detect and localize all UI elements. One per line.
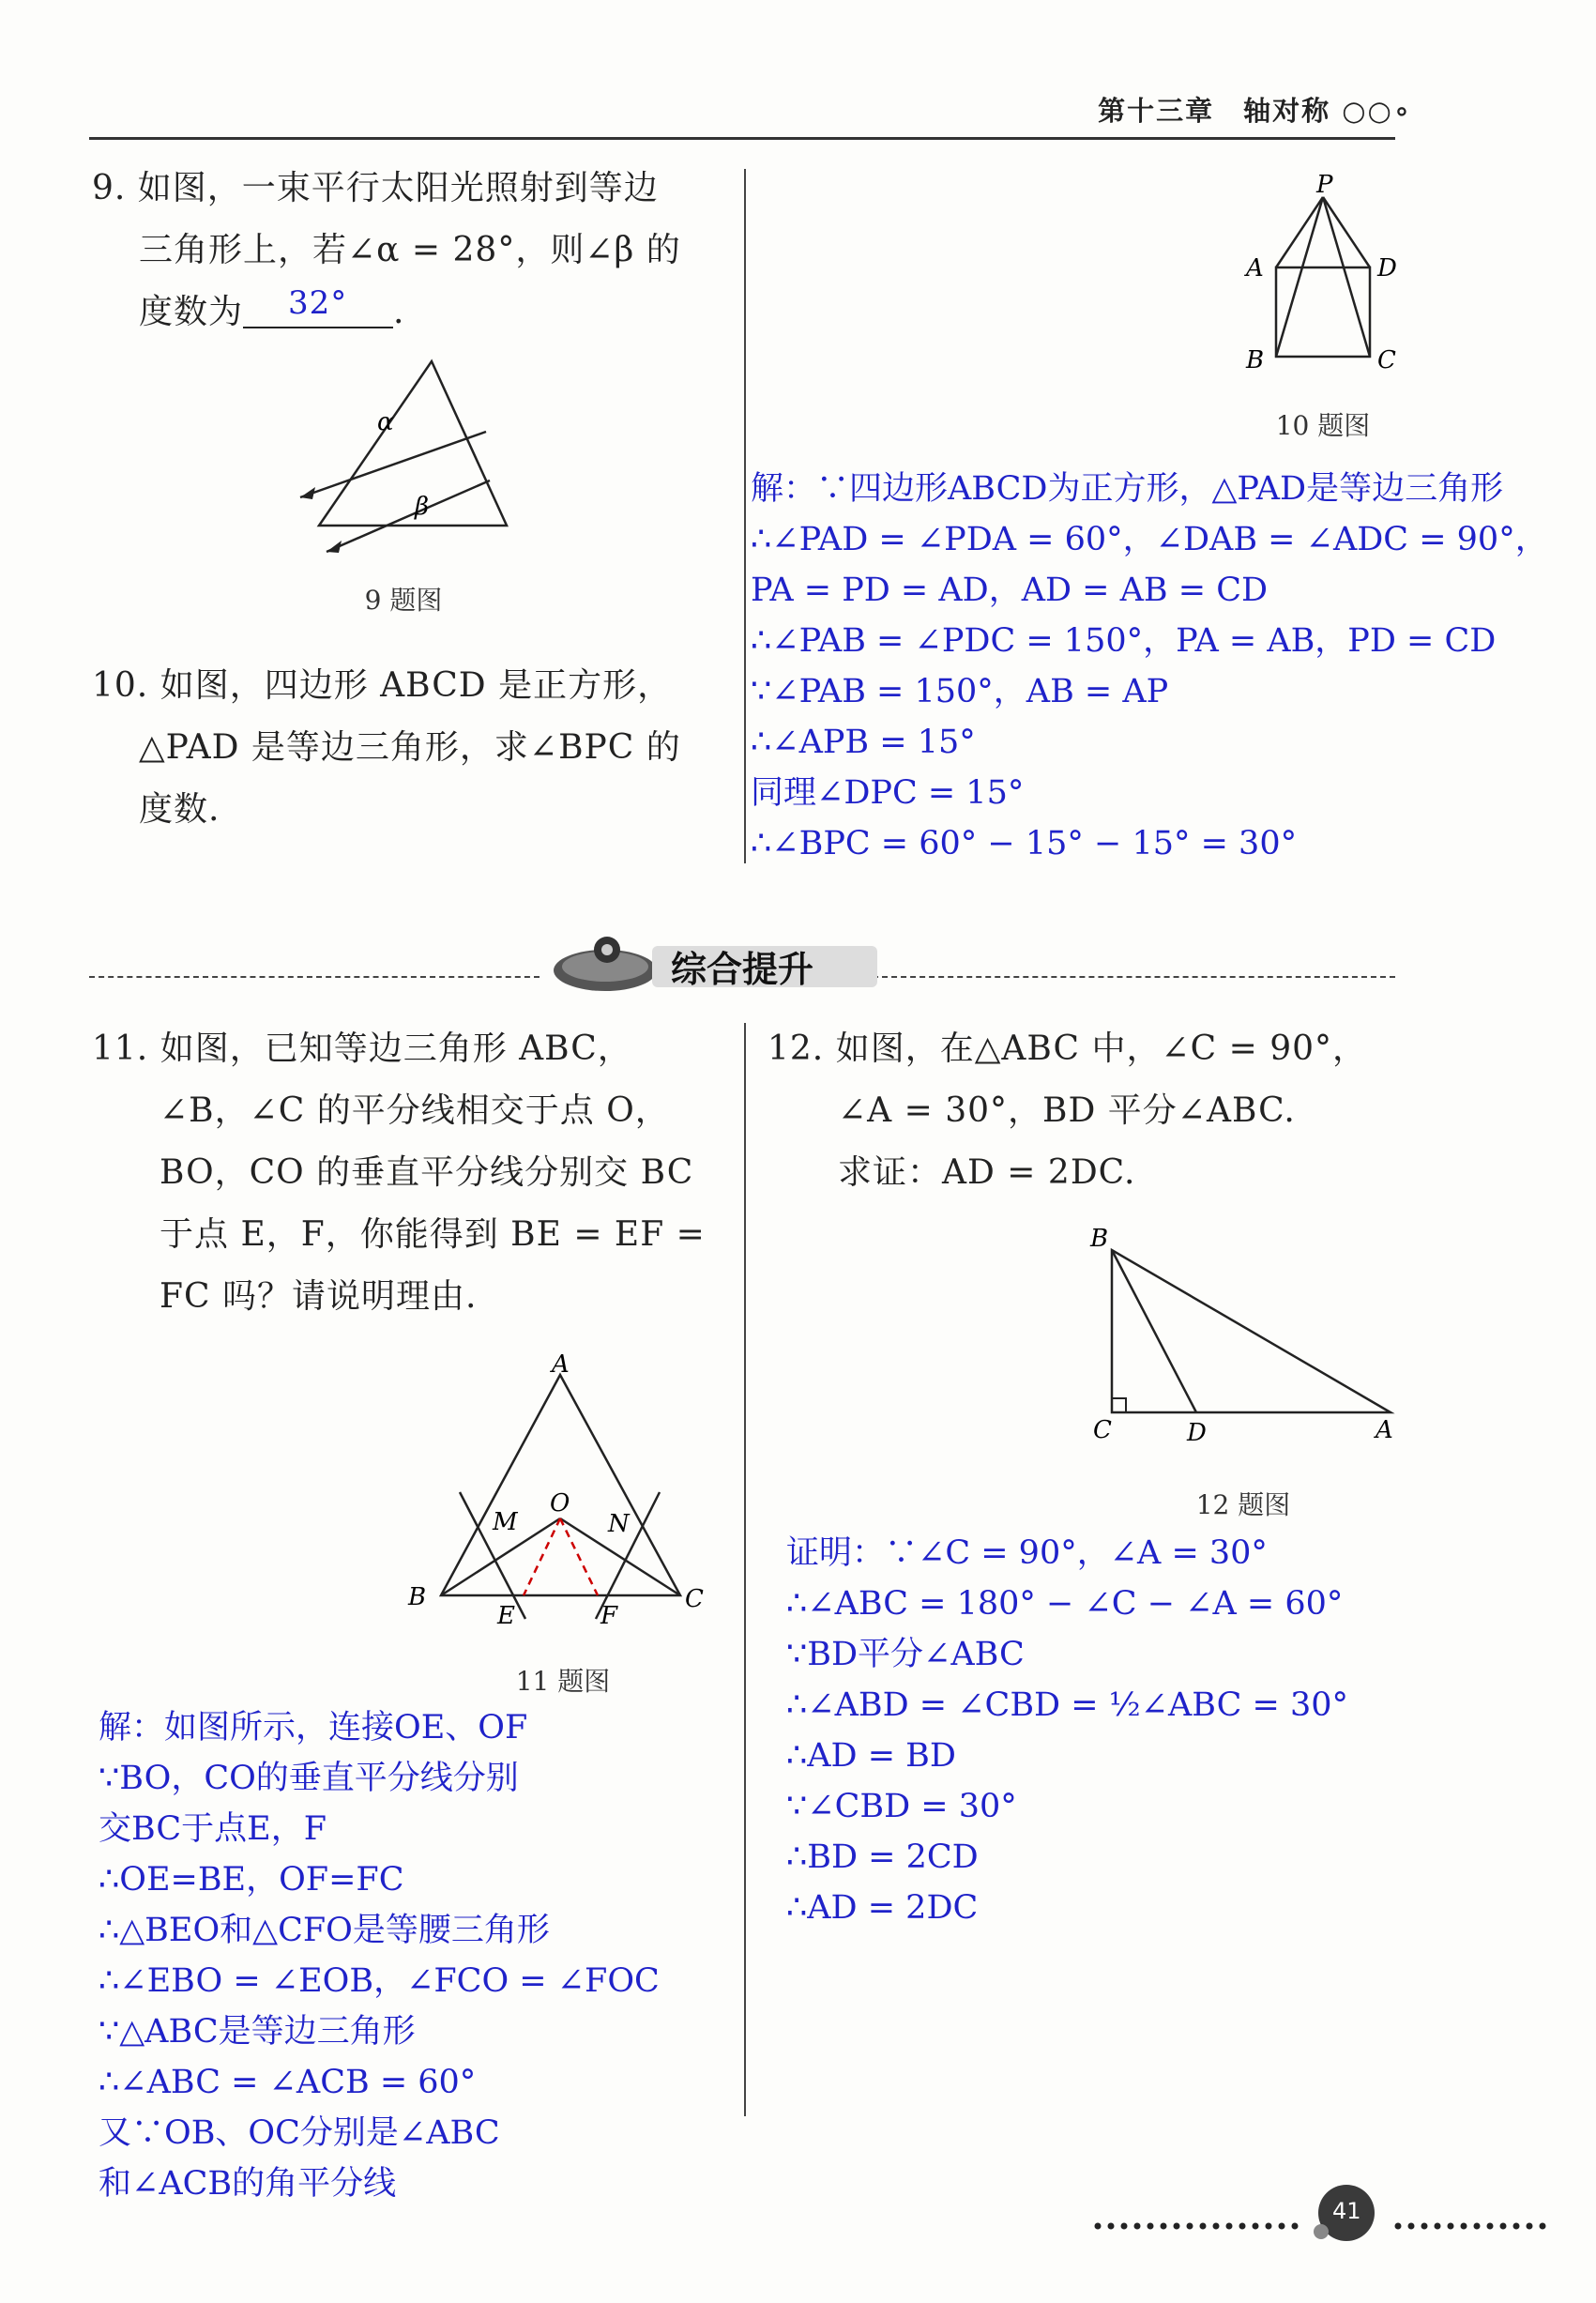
q10-line2: △PAD 是等边三角形，求∠BPC 的	[139, 728, 681, 767]
q12-line: 求证：AD = 2DC.	[838, 1153, 1136, 1192]
sol10-line: 解：∵四边形ABCD为正方形，△PAD是等边三角形	[751, 470, 1504, 508]
solution-10	[751, 464, 1548, 869]
q11-line: ∠B，∠C 的平分线相交于点 O，	[160, 1091, 670, 1130]
q11-line: 11. 如图，已知等边三角形 ABC，	[92, 1029, 632, 1068]
sol10-line: ∴∠BPC = 60° − 15° − 15° = 30°	[751, 825, 1298, 862]
header-rule	[89, 137, 1395, 140]
sol11-line: ∵△ABC是等边三角形	[99, 2013, 416, 2051]
section-banner	[549, 929, 882, 995]
question-9	[92, 158, 739, 343]
q10-line1: 10. 如图，四边形 ABCD 是正方形，	[92, 666, 673, 705]
caption-9: 9 题图	[364, 585, 443, 616]
sol10-line: PA = PD = AD，AD = AB = CD	[751, 572, 1269, 609]
q9-answer: 32°	[288, 284, 348, 322]
solution-12	[786, 1528, 1348, 1933]
column-divider-bottom	[744, 1023, 746, 2116]
sol11-line: 和∠ACB的角平分线	[99, 2165, 397, 2203]
label-E: E	[497, 1602, 515, 1630]
label-alpha: α	[377, 408, 394, 436]
figure-10	[1229, 169, 1417, 385]
solution-11	[99, 1702, 660, 2209]
label-A: A	[1246, 254, 1264, 282]
question-12	[768, 1018, 1406, 1204]
label-F: F	[600, 1602, 618, 1630]
caption-11: 11 题图	[515, 1666, 611, 1697]
section-title: 综合提升	[671, 949, 814, 990]
q9-line2: 三角形上，若∠α = 28°，则∠β 的	[139, 231, 681, 269]
label-beta: β	[415, 493, 430, 521]
chapter-title: 第十三章 轴对称	[1098, 95, 1331, 127]
sol10-line: ∵∠PAB = 150°，AB = AP	[751, 673, 1169, 710]
sol12-line: ∴BD = 2CD	[786, 1838, 979, 1876]
sol11-line: 解：如图所示，连接OE、OF	[99, 1709, 528, 1746]
sol12-line: ∵BD平分∠ABC	[786, 1636, 1025, 1673]
sol10-line: 同理∠DPC = 15°	[751, 774, 1025, 812]
label-B: B	[1090, 1225, 1109, 1253]
label-M: M	[493, 1508, 518, 1536]
label-D: D	[1377, 254, 1397, 282]
label-D: D	[1187, 1419, 1207, 1445]
q11-line: 于点 E，F，你能得到 BE = EF =	[160, 1215, 706, 1254]
sol11-line: 交BC于点E，F	[99, 1810, 327, 1848]
sol12-line: ∴AD = 2DC	[786, 1889, 979, 1927]
figure-12	[1079, 1220, 1407, 1445]
label-A: A	[552, 1351, 570, 1379]
sol10-line: ∴∠PAB = ∠PDC = 150°，PA = AB，PD = CD	[751, 622, 1497, 660]
q9-line1: 9. 如图，一束平行太阳光照射到等边	[92, 169, 659, 207]
q9-blank	[243, 284, 393, 328]
label-P: P	[1316, 171, 1333, 199]
sol11-line: 又∵OB、OC分别是∠ABC	[99, 2114, 500, 2152]
label-O: O	[550, 1489, 570, 1518]
sol11-line: ∵BO，CO的垂直平分线分别	[99, 1760, 519, 1797]
figure-11	[403, 1351, 722, 1633]
sol11-line: ∴OE=BE，OF=FC	[99, 1861, 404, 1899]
sol12-line: ∴AD = BD	[786, 1737, 956, 1775]
label-C: C	[1377, 346, 1396, 374]
page-number: 41	[1332, 2198, 1361, 2224]
question-11	[92, 1018, 730, 1328]
section-dash-right	[873, 976, 1395, 978]
section-dash-left	[89, 976, 540, 978]
sol12-line: ∴∠ABD = ∠CBD = ½∠ABC = 30°	[786, 1686, 1348, 1724]
sol11-line: ∴∠ABC = ∠ACB = 60°	[99, 2064, 477, 2101]
q9-suffix: .	[393, 293, 405, 331]
q12-line: 12. 如图，在△ABC 中，∠C = 90°，	[768, 1029, 1368, 1068]
caption-10: 10 题图	[1275, 410, 1371, 441]
label-N: N	[608, 1510, 630, 1538]
sol12-line: ∵∠CBD = 30°	[786, 1788, 1017, 1825]
q11-line: FC 吗？请说明理由.	[160, 1277, 478, 1316]
sol10-line: ∴∠APB = 15°	[751, 724, 976, 761]
sol10-line: ∴∠PAD = ∠PDA = 60°，∠DAB = ∠ADC = 90°，	[751, 521, 1548, 558]
q9-line3	[92, 282, 739, 343]
header-dots: ○○∘	[1342, 95, 1412, 127]
label-C: C	[685, 1585, 704, 1613]
footer-dots	[1088, 2185, 1558, 2250]
sol11-line: ∴∠EBO = ∠EOB，∠FCO = ∠FOC	[99, 1962, 660, 2000]
label-B: B	[408, 1583, 427, 1611]
q9-prefix: 度数为	[139, 293, 244, 331]
q10-line3: 度数.	[139, 790, 220, 829]
sol12-line: ∴∠ABC = 180° − ∠C − ∠A = 60°	[786, 1585, 1344, 1623]
label-B: B	[1246, 346, 1265, 374]
label-A: A	[1376, 1416, 1393, 1444]
question-10	[92, 655, 739, 841]
figure-9	[281, 347, 535, 563]
sol12-line: 证明：∵∠C = 90°，∠A = 30°	[786, 1534, 1268, 1572]
q11-line: BO，CO 的垂直平分线分别交 BC	[160, 1153, 694, 1192]
column-divider-top	[744, 169, 746, 863]
sol11-line: ∴△BEO和△CFO是等腰三角形	[99, 1912, 550, 1949]
caption-12: 12 题图	[1195, 1489, 1291, 1520]
chapter-header	[1098, 90, 1412, 129]
label-C: C	[1093, 1416, 1112, 1444]
q12-line: ∠A = 30°，BD 平分∠ABC.	[838, 1091, 1296, 1130]
